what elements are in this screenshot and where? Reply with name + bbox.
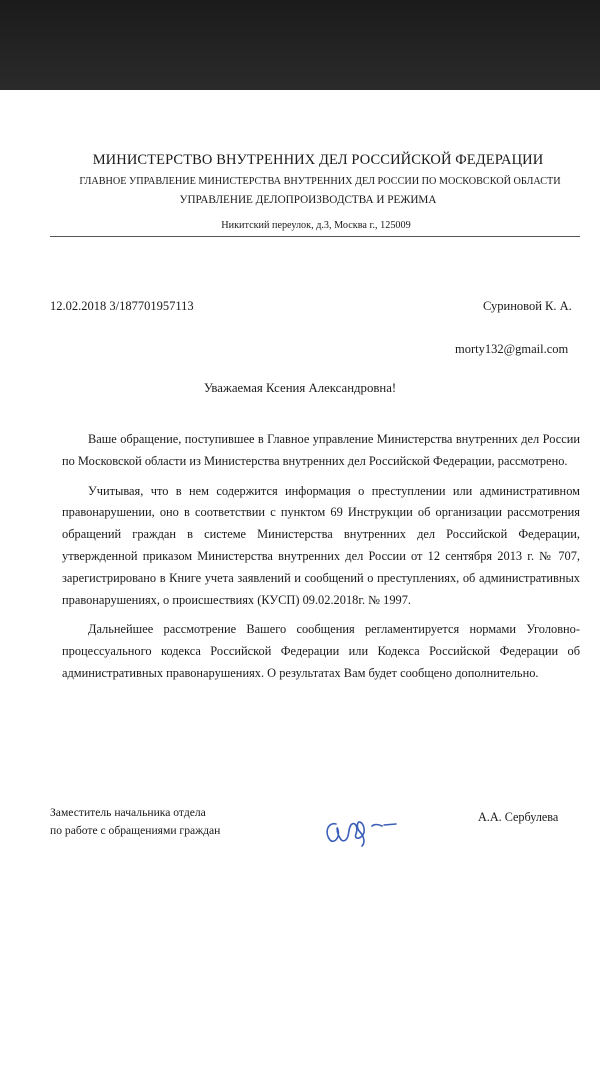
signer-name: А.А. Сербулева (478, 810, 559, 824)
body-paragraph-1: Ваше обращение, поступившее в Главное управление Министерства внутренних дел России по Московской области из Министерства внутренних дел Российской Федерации, рассмотрено. (62, 432, 580, 468)
letter-page (0, 90, 600, 1066)
signer-position-line-2: по работе с обращениями граждан (50, 824, 221, 837)
signature-icon (322, 802, 412, 848)
dark-top-margin (0, 0, 600, 90)
main-directorate-title: ГЛАВНОЕ УПРАВЛЕНИЕ МИНИСТЕРСТВА ВНУТРЕННИХ ДЕЛ РОССИИ ПО МОСКОВСКОЙ ОБЛАСТИ (79, 176, 561, 187)
header-divider (50, 236, 580, 237)
letter-body (62, 429, 580, 693)
handwritten-signature (322, 802, 412, 853)
greeting: Уважаемая Ксения Александровна! (203, 381, 397, 395)
signer-position-line-1: Заместитель начальника отдела (50, 806, 206, 819)
addressee-email: morty132@gmail.com (455, 342, 569, 356)
addressee-name: Суриновой К. А. (483, 299, 572, 313)
reference-number: 12.02.2018 3/187701957113 (50, 299, 194, 313)
ministry-title: МИНИСТЕРСТВО ВНУТРЕННИХ ДЕЛ РОССИЙСКОЙ ФЕДЕРАЦИИ (92, 152, 544, 168)
body-paragraph-2: Учитывая, что в нем содержится информация о преступлении или административном правонарушении, оно в соответствии с пунктом 69 Инструкции об организации рассмотрения обращений граждан в системе Министерства внутренних дел Российской Федерации, утвержденной приказом Министерства внутренних дел России от 12 сентября 2013 г. № 707, зарегистрировано в Книге учета заявлений и сообщений о преступлениях, об административных правонарушениях, о происшествиях (КУСП) 09.02.2018г. № 1997. (62, 483, 580, 607)
ministry-address: Никитский переулок, д.3, Москва г., 125009 (221, 220, 411, 231)
department-title: УПРАВЛЕНИЕ ДЕЛОПРОИЗВОДСТВА И РЕЖИМА (179, 194, 437, 206)
signer-position (50, 804, 220, 840)
body-paragraph-3: Дальнейшее рассмотрение Вашего сообщения регламентируется нормами Уголовно-процессуального кодекса Российской Федерации или Кодекса Российской Федерации об административных правонарушениях. О результатах Вам будет сообщено дополнительно. (62, 622, 580, 680)
